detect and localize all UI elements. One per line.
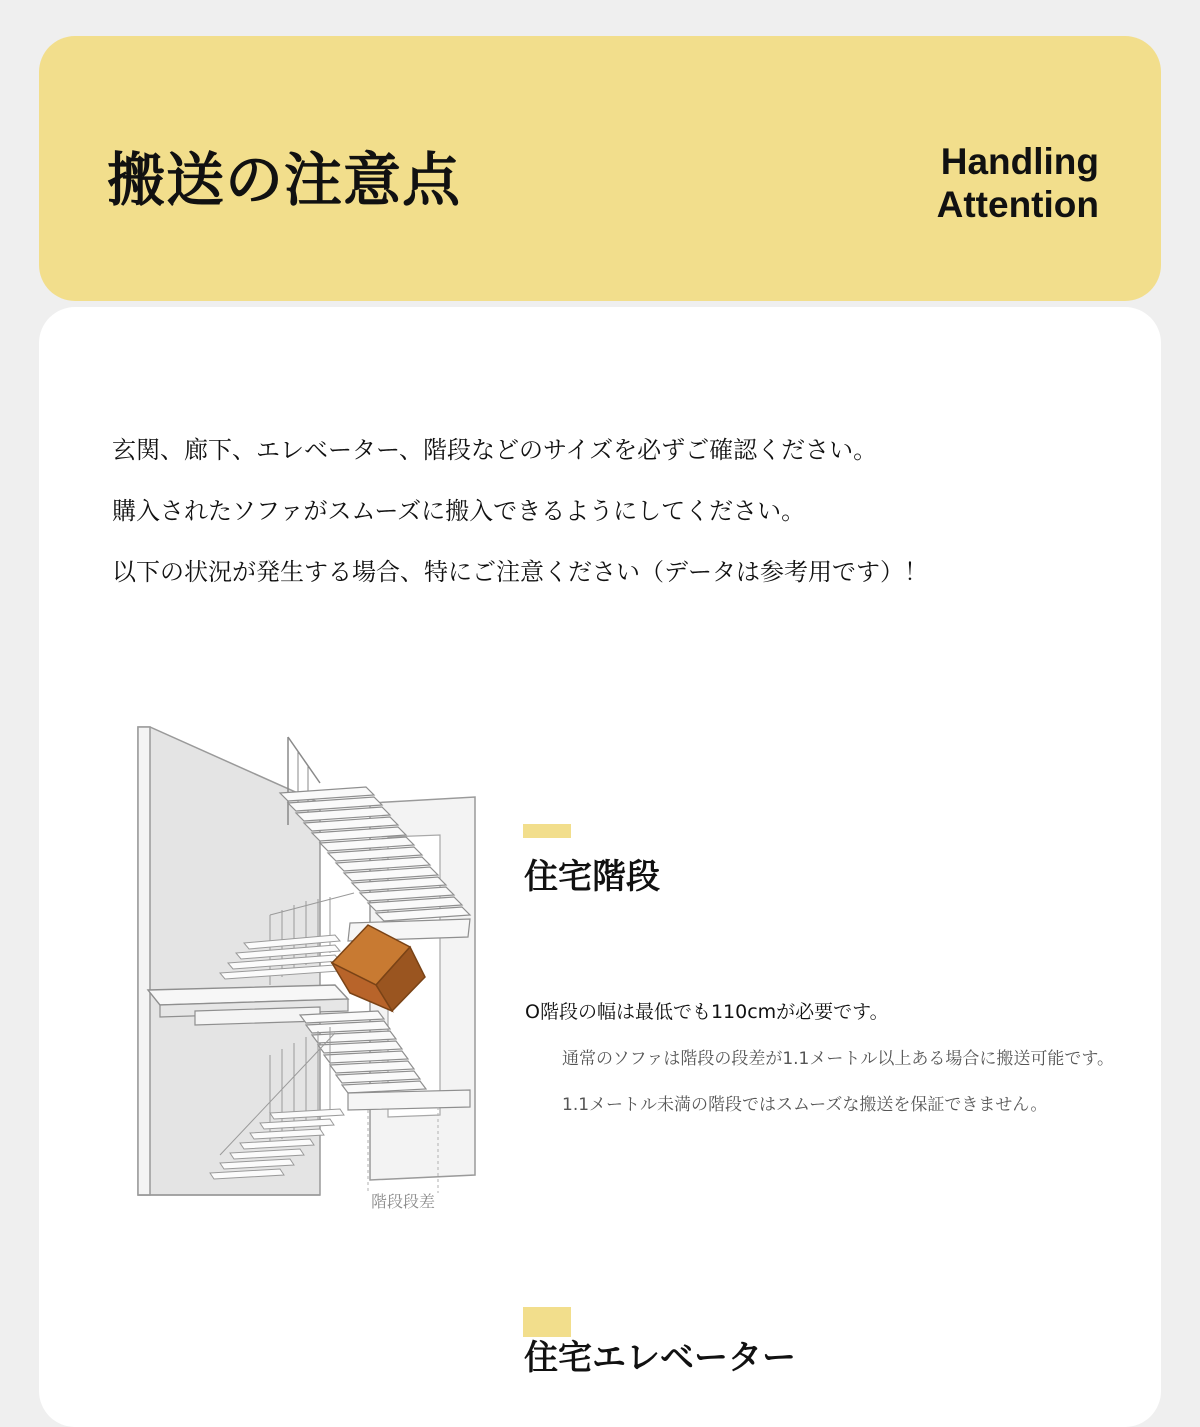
staircase-illustration <box>120 715 490 1215</box>
subtitle-line-2: Attention <box>936 184 1099 225</box>
page-subtitle <box>937 140 1099 226</box>
section-title-stairs: 住宅階段 <box>524 857 660 897</box>
section-accent-bar <box>523 824 571 838</box>
subtitle-line-1: Handling <box>940 141 1099 182</box>
page-title: 搬送の注意点 <box>107 146 462 214</box>
stairs-note-1: 通常のソファは階段の段差が1.1メートル以上ある場合に搬送可能です。 <box>562 1049 1114 1069</box>
intro-line-1: 玄関、廊下、エレベーター、階段などのサイズを必ずご確認ください。 <box>112 436 878 464</box>
stairs-width-spec: O階段の幅は最低でも110cmが必要です。 <box>525 1001 889 1023</box>
section-accent-bar <box>523 1307 571 1337</box>
section-title-elevator: 住宅エレベーター <box>524 1338 796 1378</box>
intro-line-3: 以下の状況が発生する場合、特にご注意ください（データは参考用です）！ <box>112 558 928 586</box>
header-banner <box>39 36 1161 301</box>
stairs-note-2: 1.1メートル未満の階段ではスムーズな搬送を保証できません。 <box>562 1095 1048 1115</box>
intro-line-2: 購入されたソファがスムーズに搬入できるようにしてください。 <box>112 497 806 525</box>
stairs-image-caption: 階段段差 <box>371 1192 436 1211</box>
